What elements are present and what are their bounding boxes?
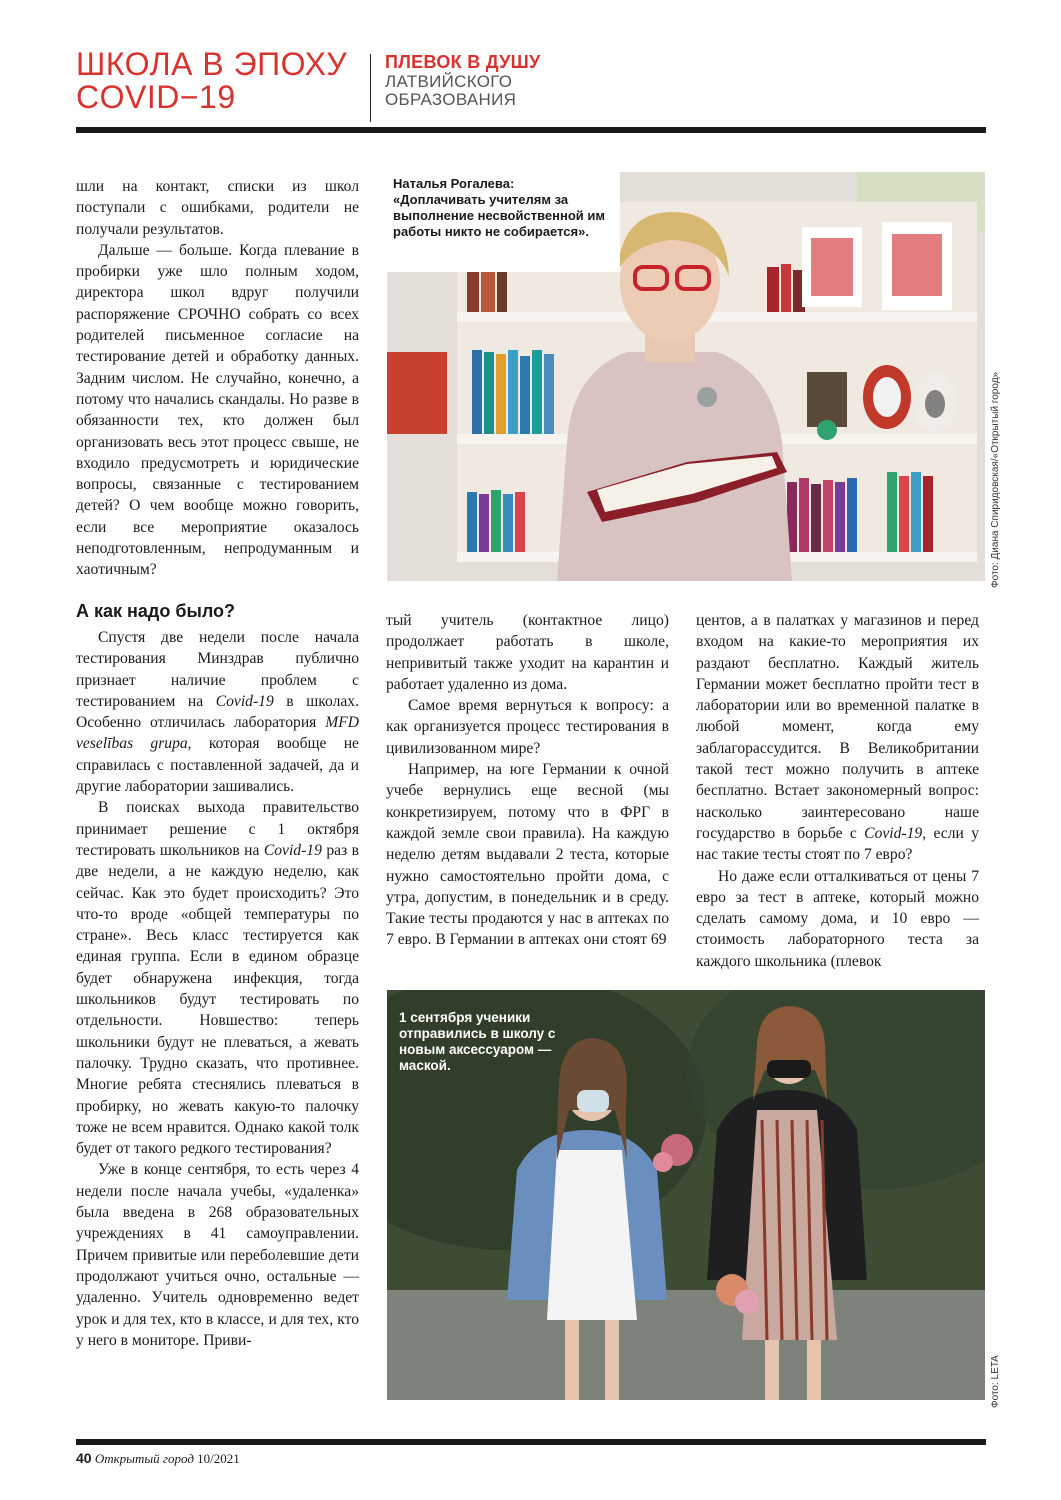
section-subtitle: А как надо было? [76,601,236,621]
column-left-bottom [76,627,359,1351]
paragraph: В поисках выхода правительство принимает решение с 1 октября тестировать школьников на Covid-19 раз в две недели, а не каждую неделю, как сейчас. Как это будет происходить? Это что-то вроде «общей температуры по стране». Весь класс тестируется как единая группа. Если в едином образце будет обнаружена инфекция, тогда школьников будут тестировать по отдельности. Новшество: теперь школьники будут не плеваться, а жевать палочку. Трудно сказать, что противнее. Многие ребята стеснялись плеваться в пробирку, но жевать какую-то палочку тоже не всем нравится. Однако какой толк будет от такого редкого тестирования? [76,799,359,1158]
paragraph: центов, а в палатках у магазинов и перед входом на какие-то мероприятия их раздают бесплатно. Каждый житель Германии может бесплатно пройти тест в лаборатории или во временной палатке в любой момент, когда ему заблагорассудится. В Великобритании такой тест можно получить в аптеке бесплатно. Встает закономерный вопрос: насколько заинтересовано наше государство в борьбе с Covid-19, если у нас такие тесты стоят по 7 евро? [696,612,979,864]
students-photo [387,990,985,1400]
column-middle [386,610,669,951]
paragraph: Спустя две недели после начала тестирования Минздрав публично признает наличие проблем с тестированием на Covid-19 в школах. Особенно отличилась лаборатория MFD veselības grupa, которая вообще не справилась с поставленной задачей, да и другие лаборатории зашивались. [76,629,359,796]
subhead-line-2: ОБРАЗОВАНИЯ [385,90,517,109]
article-subhead [385,73,645,109]
paragraph: Уже в конце сентября, то есть через 4 недели после начала учебы, «удаленка» была введена в 268 образовательных учреждениях в 41 самоуправлении. Причем привитые или переболевшие дети продолжают учиться очно, остальные — удаленно. Учитель одновременно ведет урок и для тех, кто в классе, и для тех, кто у него в мониторе. Приви- [76,1161,359,1349]
paragraph: Самое время вернуться к вопросу: а как организуется процесс тестирования в цивилизованном мире? [386,697,669,757]
paragraph: шли на контакт, списки из школ поступали с ошибками, родители не получали результатов. [76,178,359,238]
rubric-line-2: COVID−19 [76,79,236,115]
magazine-name: Открытый город [94,1451,194,1466]
photo-caption: 1 сентября ученики отправились в школу с новым аксессуаром — маской. [399,1010,556,1073]
header-divider [370,54,371,122]
subhead-line-1: ЛАТВИЙСКОГО [385,72,513,91]
paragraph: Дальше — больше. Когда плевание в пробирки уже шло полным ходом, директора школ вдруг получили распоряжение СРОЧНО собрать со всех родителей письменное согласие на тестирование детей и обработку данных. Задним числом. Не случайно, конечно, а потому что начались скандалы. Но разве в обязанности тех, кто должен был организовать весь этот процесс свыше, не входило предусмотреть и юридические вопросы, связанные с тестированием детей? О чем вообще можно говорить, если все мероприятие оказалось неподготовленным, непродуманным и хаотичным? [76,241,359,579]
credit-text: Фото: LETA [990,1355,1001,1408]
rubric-title [76,48,361,114]
teacher-photo [387,172,985,581]
photo-credit-teacher [990,318,1004,588]
header-rule [76,127,986,133]
issue-number: 10/2021 [197,1451,240,1466]
caption-quote: «Доплачивать учителям за выполнение несвойственной им работы никто не собирается». [393,192,605,239]
rubric-line-1: ШКОЛА В ЭПОХУ [76,46,348,82]
paragraph: Например, на юге Германии к очной учебе вернулись еще весной (мы конкретизируем, потому что в ФРГ в каждой земле свои правила). На каждую неделю детям выдавали 2 теста, которые нужно самостоятельно пройти дома, с утра, допустим, в понедельник и в среду. Такие тесты продаются у нас в аптеках по 7 евро. В Германии в аптеках они стоят 69 [386,761,669,949]
photo-caption [387,172,620,272]
page-number: 40 [76,1450,92,1466]
page-footer [76,1450,240,1467]
article-kicker: ПЛЕВОК В ДУШУ [385,52,541,72]
column-left-top [76,176,359,581]
paragraph: Но даже если отталкиваться от цены 7 евро за тест в аптеке, который можно сделать самому дома, и 10 евро — стоимость лабораторного теста за каждого школьника (плевок [696,867,979,970]
column-right [696,610,979,972]
footer-rule [76,1439,986,1445]
caption-name: Наталья Рогалева: [393,176,515,191]
paragraph: тый учитель (контактное лицо) продолжает работать в школе, непривитый также уходит на карантин и работает удаленно из дома. [386,612,669,693]
credit-text: Фото: Диана Спиридовская/«Открытый город» [990,371,1001,588]
photo-credit-students [990,1338,1004,1408]
